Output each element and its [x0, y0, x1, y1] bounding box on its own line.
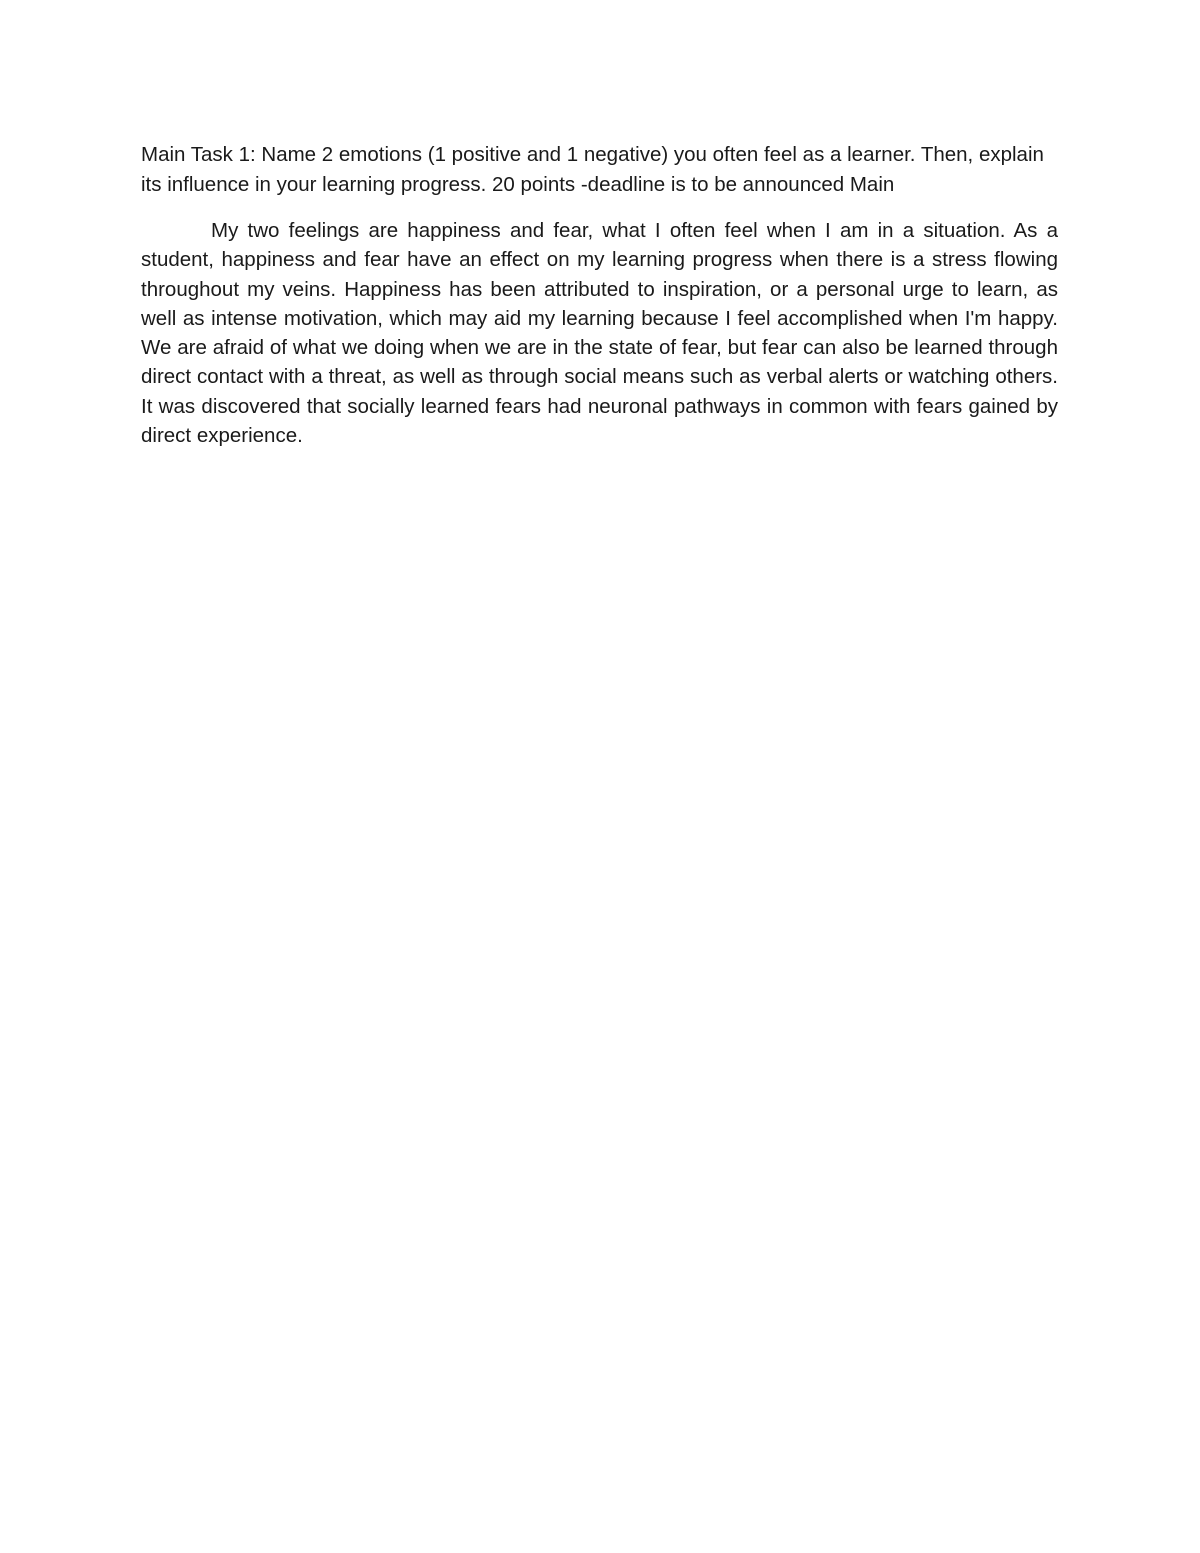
document-body	[141, 140, 1058, 450]
answer-paragraph: My two feelings are happiness and fear, what I often feel when I am in a situation. As a student, happiness and fear have an effect on my learning progress when there is a stress flowing throughout my veins. Happiness has been attributed to inspiration, or a personal urge to learn, as well as intense motivation, which may aid my learning because I feel accomplished when I'm happy. We are afraid of what we doing when we are in the state of fear, but fear can also be learned through direct contact with a threat, as well as through social means such as verbal alerts or watching others. It was discovered that socially learned fears had neuronal pathways in common with fears gained by direct experience.	[141, 219, 1058, 448]
task-prompt: Main Task 1: Name 2 emotions (1 positive and 1 negative) you often feel as a learner. Then, explain its influence in your learning progress. 20 points -deadline is to be announced Main	[141, 143, 1044, 196]
